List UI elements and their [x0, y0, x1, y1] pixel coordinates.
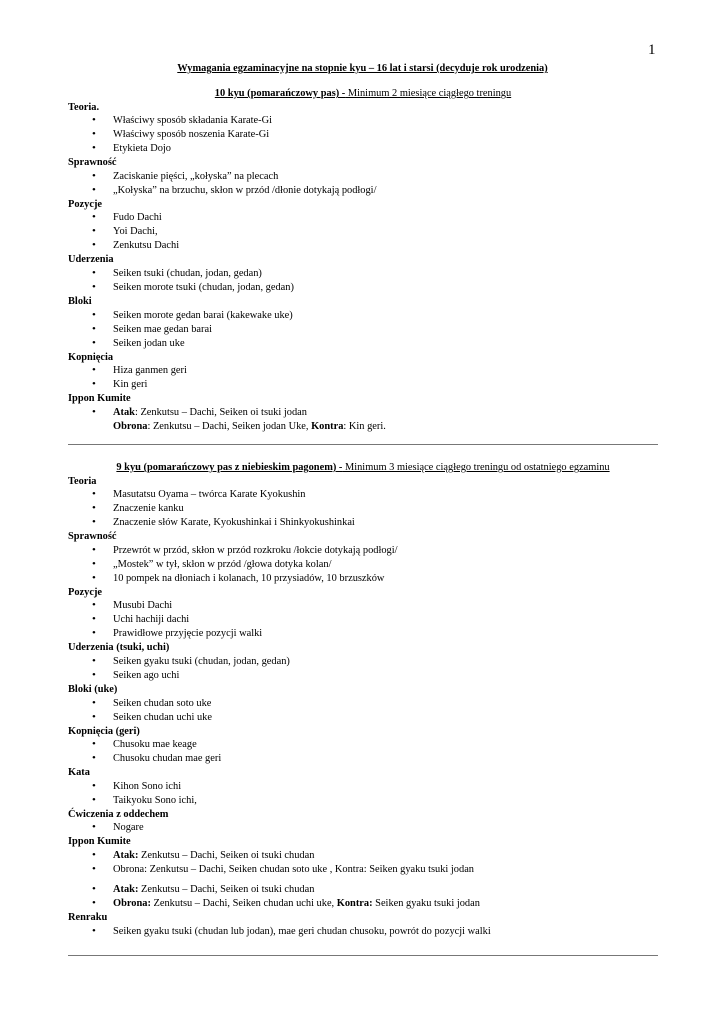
- category-sprawnosc: Sprawność: [68, 157, 117, 169]
- list-item: • Yoi Dachi,: [68, 225, 658, 239]
- category-cwiczenia: Ćwiczenia z oddechem: [68, 808, 169, 820]
- kontra-text: Seiken gyaku tsuki jodan: [372, 897, 480, 909]
- list-item: • 10 pompek na dłoniach i kolanach, 10 przysiadów, 10 brzuszków: [68, 572, 658, 586]
- list-item: • Masutatsu Oyama – twórca Karate Kyokushin: [68, 488, 658, 502]
- list-uderzenia: [68, 267, 658, 295]
- category-kopniecia: Kopnięcia (geri): [68, 725, 140, 737]
- list-ippon-kumite: [68, 849, 658, 877]
- list-uderzenia: [68, 655, 658, 683]
- list-teoria: [68, 488, 658, 530]
- category-ippon-kumite: Ippon Kumite: [68, 393, 131, 405]
- section-divider: [68, 444, 658, 445]
- category-ippon-kumite: Ippon Kumite: [68, 836, 131, 848]
- list-item: • Seiken mae gedan barai: [68, 323, 658, 337]
- category-uderzenia: Uderzenia (tsuki, uchi): [68, 642, 170, 654]
- list-item: • Kihon Sono ichi: [68, 780, 658, 794]
- list-item: • Kin geri: [68, 378, 658, 392]
- list-bloki: [68, 309, 658, 351]
- list-item: • Seiken morote gedan barai (kakewake uke): [68, 309, 658, 323]
- list-item: • „Kołyska” na brzuchu, skłon w przód /dłonie dotykają podłogi/: [68, 184, 658, 198]
- list-kopniecia: [68, 364, 658, 392]
- category-kata: Kata: [68, 767, 90, 779]
- list-item: • Zenkutsu Dachi: [68, 239, 658, 253]
- list-kata: [68, 780, 658, 808]
- section-heading: [68, 87, 658, 101]
- list-bloki: [68, 697, 658, 725]
- list-item: • Seiken gyaku tsuki (chudan lub jodan), mae geri chudan chusoku, powrót do pozycji walki: [68, 925, 658, 939]
- section-10-kyu: [68, 87, 658, 434]
- category-teoria: Teoria.: [68, 101, 100, 113]
- list-item: • Seiken ago uchi: [68, 669, 658, 683]
- list-item: • Właściwy sposób noszenia Karate-Gi: [68, 128, 658, 142]
- list-item: • Prawidłowe przyjęcie pozycji walki: [68, 627, 658, 641]
- atak-text: Zenkutsu – Dachi, Seiken oi tsuki chudan: [138, 883, 315, 895]
- list-item: • Seiken gyaku tsuki (chudan, jodan, gedan): [68, 655, 658, 669]
- atak-text: Zenkutsu – Dachi, Seiken oi tsuki chudan: [138, 849, 315, 861]
- heading-grade: 9 kyu (pomarańczowy pas z niebieskim pagonem) -: [116, 462, 343, 473]
- list-item: • „Mostek” w tył, skłon w przód /głowa dotyka kolan/: [68, 558, 658, 572]
- list-pozycje: [68, 599, 658, 641]
- obrona-text: : Zenkutsu – Dachi, Seiken jodan Uke,: [147, 420, 312, 432]
- list-sprawnosc: [68, 544, 658, 586]
- obrona-label: Obrona: [113, 420, 148, 432]
- list-item: • Seiken chudan soto uke: [68, 697, 658, 711]
- section-9-kyu: [68, 461, 658, 939]
- list-sprawnosc: [68, 170, 658, 198]
- kontra-text: : Kin geri.: [343, 420, 386, 432]
- list-item: • Chusoku mae keage: [68, 738, 658, 752]
- list-item: [68, 849, 658, 863]
- category-bloki: Bloki (uke): [68, 683, 118, 695]
- list-item: • Przewrót w przód, skłon w przód rozkroku /łokcie dotykają podłogi/: [68, 544, 658, 558]
- list-item: • Uchi hachiji dachi: [68, 613, 658, 627]
- document-title: Wymagania egzaminacyjne na stopnie kyu – 16 lat i starsi (decyduje rok urodzenia): [177, 63, 548, 74]
- category-teoria: Teoria: [68, 475, 97, 487]
- list-item: [68, 883, 658, 897]
- kontra-label: Kontra: [311, 420, 344, 432]
- category-uderzenia: Uderzenia: [68, 254, 114, 266]
- heading-requirement: Minimum 2 miesiące ciągłego treningu: [345, 88, 512, 99]
- atak-label: Atak:: [113, 849, 139, 861]
- list-item: • Taikyoku Sono ichi,: [68, 794, 658, 808]
- list-item: [68, 406, 658, 420]
- kontra-label: Kontra:: [336, 897, 373, 909]
- obrona-label: Obrona:: [113, 897, 151, 909]
- list-item: • Seiken morote tsuki (chudan, jodan, gedan): [68, 281, 658, 295]
- list-item: • Seiken jodan uke: [68, 337, 658, 351]
- list-item: • Zaciskanie pięści, „kołyska” na plecach: [68, 170, 658, 184]
- page-number: 1: [648, 42, 656, 58]
- list-item: • Znaczenie kanku: [68, 502, 658, 516]
- atak-label: Atak: [113, 406, 135, 418]
- section-divider: [68, 955, 658, 956]
- heading-requirement: Minimum 3 miesiące ciągłego treningu od ostatniego egzaminu: [342, 462, 610, 473]
- list-kopniecia: [68, 738, 658, 766]
- list-item: [68, 897, 658, 911]
- list-item: • Obrona: Zenkutsu – Dachi, Seiken chudan soto uke , Kontra: Seiken gyaku tsuki jodan: [68, 863, 658, 877]
- list-ippon-kumite-2: [68, 883, 658, 911]
- atak-label: Atak:: [113, 883, 139, 895]
- list-item: • Znaczenie słów Karate, Kyokushinkai i Shinkyokushinkai: [68, 516, 658, 530]
- list-item: • Fudo Dachi: [68, 211, 658, 225]
- heading-grade: 10 kyu (pomarańczowy pas) -: [214, 88, 346, 99]
- list-item: • Właściwy sposób składania Karate-Gi: [68, 114, 658, 128]
- list-item: • Seiken tsuki (chudan, jodan, gedan): [68, 267, 658, 281]
- list-item: • Chusoku chudan mae geri: [68, 752, 658, 766]
- section-heading: [68, 461, 658, 475]
- list-ippon-kumite: [68, 406, 658, 434]
- category-sprawnosc: Sprawność: [68, 531, 117, 543]
- category-kopniecia: Kopnięcia: [68, 351, 114, 363]
- list-renraku: [68, 925, 658, 939]
- list-item: • Hiza ganmen geri: [68, 364, 658, 378]
- obrona-text: Zenkutsu – Dachi, Seiken chudan uchi uke,: [150, 897, 337, 909]
- list-cwiczenia: [68, 821, 658, 835]
- category-renraku: Renraku: [68, 911, 108, 923]
- list-item: • Musubi Dachi: [68, 599, 658, 613]
- list-teoria: [68, 114, 658, 156]
- list-item: [68, 420, 658, 434]
- atak-text: : Zenkutsu – Dachi, Seiken oi tsuki jodan: [134, 406, 307, 418]
- list-item: • Nogare: [68, 821, 658, 835]
- category-pozycje: Pozycje: [68, 198, 103, 210]
- category-bloki: Bloki: [68, 295, 92, 307]
- category-pozycje: Pozycje: [68, 586, 103, 598]
- list-item: • Etykieta Dojo: [68, 142, 658, 156]
- list-item: • Seiken chudan uchi uke: [68, 711, 658, 725]
- list-pozycje: [68, 211, 658, 253]
